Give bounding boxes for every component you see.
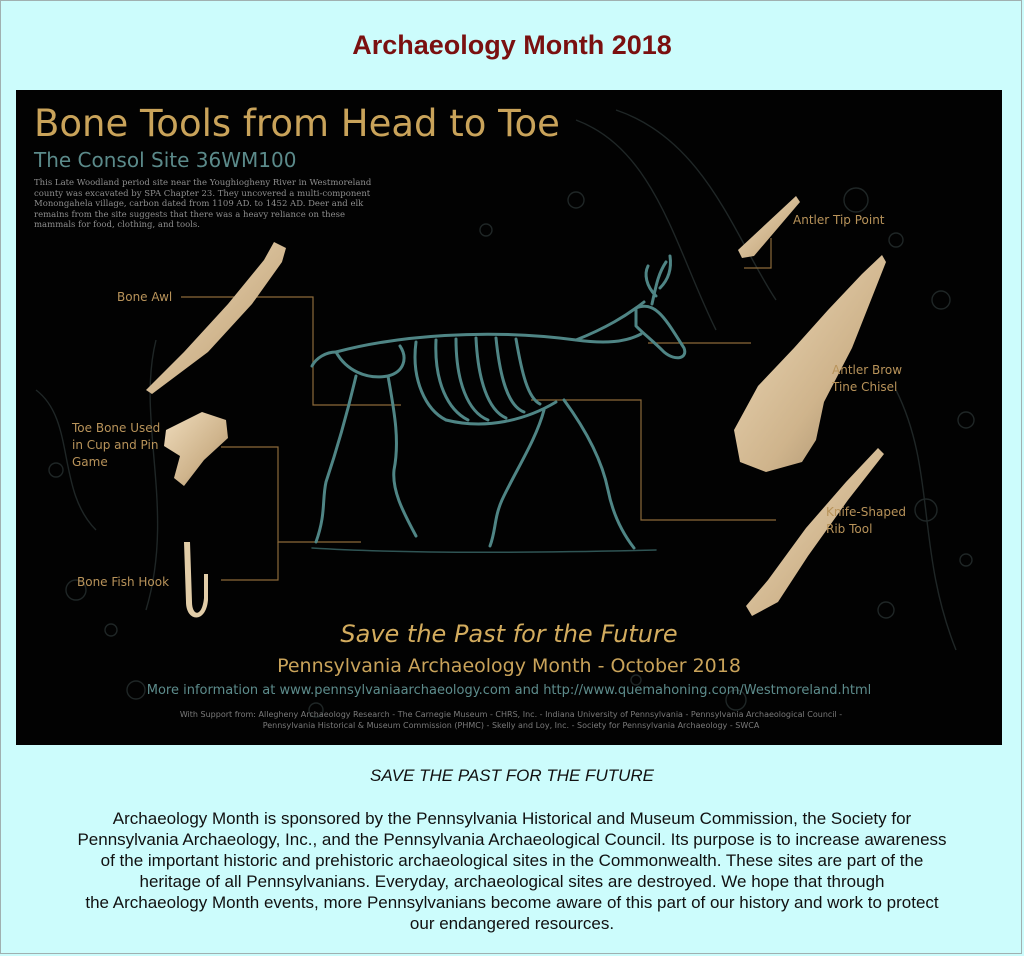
poster-title: Bone Tools from Head to Toe bbox=[34, 102, 560, 145]
body-line: Pennsylvania Archaeology, Inc., and the Pennsylvania Archaeological Council. Its purpose is to increase awareness bbox=[77, 830, 947, 849]
poster-support bbox=[141, 709, 881, 731]
label-knife-rib-line: Knife-Shaped bbox=[826, 505, 906, 519]
poster-slogan: Save the Past for the Future bbox=[340, 620, 678, 648]
bone-awl-artifact bbox=[146, 242, 286, 394]
body-line: heritage of all Pennsylvanians. Everyday, archaeological sites are destroyed. We hope that through bbox=[139, 872, 885, 891]
tagline: SAVE THE PAST FOR THE FUTURE bbox=[370, 766, 654, 785]
label-antler-brow-line: Tine Chisel bbox=[832, 380, 898, 394]
label-bone-awl: Bone Awl bbox=[117, 290, 173, 304]
toe-bone-artifact bbox=[164, 412, 228, 486]
body-line: our endangered resources. bbox=[409, 914, 615, 933]
label-toe-bone-line: in Cup and Pin bbox=[72, 438, 159, 452]
poster-month: Pennsylvania Archaeology Month - October 2018 bbox=[277, 655, 741, 677]
poster-info: More information at www.pennsylvaniaarchaeology.com and http://www.quemahoning.com/Westmoreland.html bbox=[146, 683, 872, 698]
poster-subtitle: The Consol Site 36WM100 bbox=[34, 148, 297, 172]
body-line: of the important historic and prehistoric archaeological sites in the Commonwealth. These sites are part of the bbox=[100, 851, 924, 870]
page-title: Archaeology Month 2018 bbox=[352, 30, 672, 60]
poster-support-line: Pennsylvania Historical & Museum Commission (PHMC) - Skelly and Loy, Inc. - Society for Pennsylvania Archaeology - SWCA bbox=[262, 721, 760, 730]
label-knife-rib-line: Rib Tool bbox=[826, 522, 873, 536]
poster-image bbox=[16, 90, 1002, 745]
label-fish-hook: Bone Fish Hook bbox=[77, 575, 170, 589]
fish-hook-artifact bbox=[184, 542, 208, 618]
antler-tip-artifact bbox=[738, 196, 800, 258]
poster-description: This Late Woodland period site near the Youghiogheny River in Westmoreland county was excavated by SPA Chapter 23. They uncovered a multi-component Monongahela village, carbon dated from 1109 AD. to 1452 AD. Deer and elk remains from the site suggests that there was a heavy reliance on these mammals for food, clothing, and tools. bbox=[34, 178, 372, 231]
body-text bbox=[4, 808, 1020, 934]
connector-lines bbox=[181, 238, 776, 580]
label-antler-brow-line: Antler Brow bbox=[832, 363, 903, 377]
body-line: Archaeology Month is sponsored by the Pennsylvania Historical and Museum Commission, the Society for bbox=[112, 809, 912, 828]
label-toe-bone-line: Game bbox=[72, 455, 108, 469]
label-toe-bone-line: Toe Bone Used bbox=[72, 421, 161, 435]
deer-skeleton-illustration bbox=[312, 256, 685, 552]
label-knife-rib bbox=[826, 504, 906, 538]
poster-support-line: With Support from: Allegheny Archaeology Research - The Carnegie Museum - CHRS, Inc. - Indiana University of Pennsylvania - Pennsylvania Archaeological Council - bbox=[179, 710, 843, 719]
label-antler-tip: Antler Tip Point bbox=[793, 213, 885, 227]
body-line: the Archaeology Month events, more Pennsylvanians become aware of this part of our history and work to protect bbox=[85, 893, 939, 912]
label-antler-brow bbox=[832, 362, 902, 396]
label-toe-bone bbox=[72, 420, 160, 471]
